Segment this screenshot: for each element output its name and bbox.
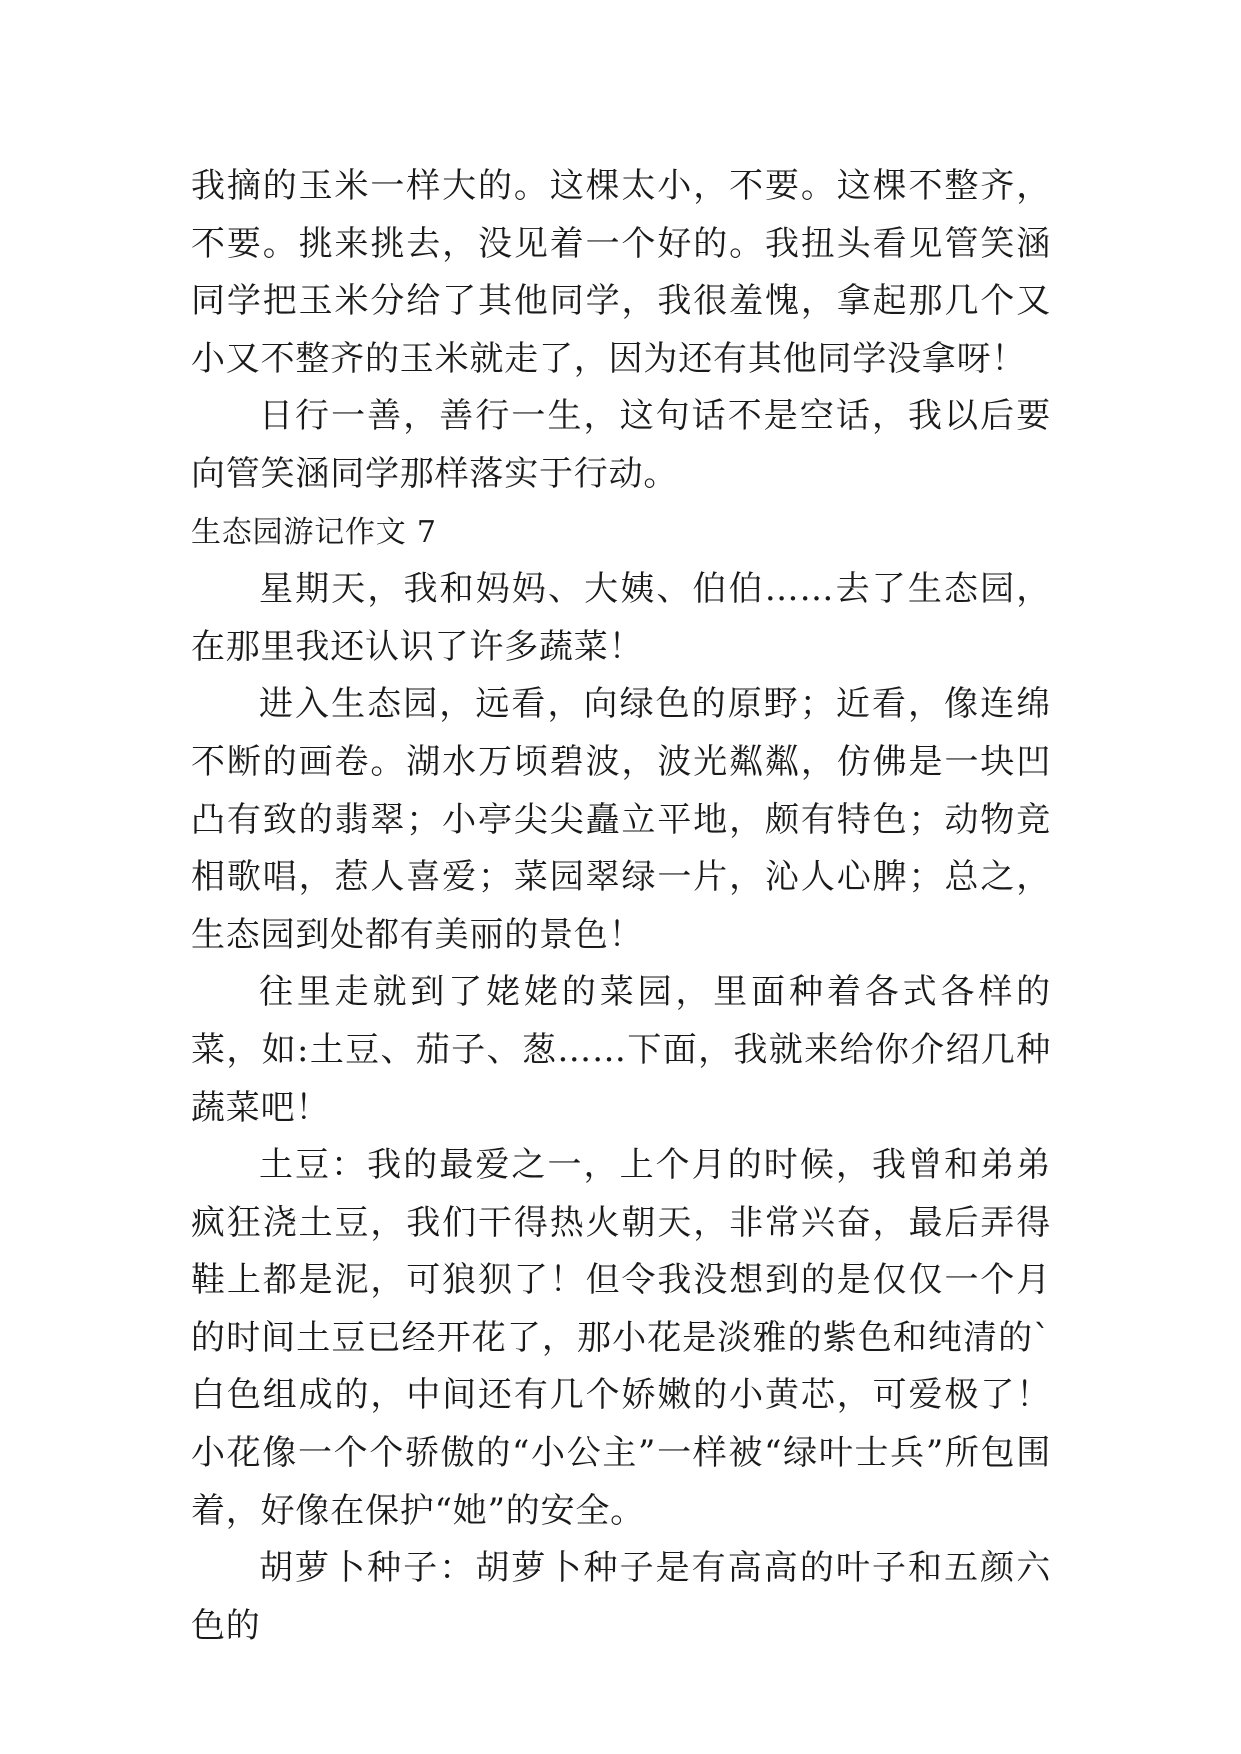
paragraph: 土豆：我的最爱之一，上个月的时候，我曾和弟弟疯狂浇土豆，我们干得热火朝天，非常兴奋，最后弄得鞋上都是泥，可狼狈了！但令我没想到的是仅仅一个月的时间土豆已经开花了，那小花是淡雅的紫色和纯清的`白色组成的，中间还有几个娇嫩的小黄芯，可爱极了！小花像一个个骄傲的“小公主”一样被“绿叶士兵”所包围着，好像在保护“她”的安全。 xyxy=(191,1145,1051,1531)
section-heading: 生态园游记作文 7 xyxy=(191,514,437,550)
paragraph: 往里走就到了姥姥的菜园，里面种着各式各样的菜，如:土豆、茄子、葱……下面，我就来给你介绍几种蔬菜吧！ xyxy=(191,972,1051,1128)
paragraph: 日行一善，善行一生，这句话不是空话，我以后要向管笑涵同学那样落实于行动。 xyxy=(191,396,1051,494)
paragraph: 进入生态园，远看，向绿色的原野；近看，像连绵不断的画卷。湖水万顷碧波，波光粼粼，仿佛是一块凹凸有致的翡翠；小亭尖尖矗立平地，颇有特色；动物竞相歌唱，惹人喜爱；菜园翠绿一片，沁人心脾；总之，生态园到处都有美丽的景色！ xyxy=(191,684,1051,955)
article-body xyxy=(191,158,1051,1655)
paragraph: 星期天，我和妈妈、大姨、伯伯……去了生态园，在那里我还认识了许多蔬菜！ xyxy=(191,569,1051,667)
paragraph: 我摘的玉米一样大的。这棵太小，不要。这棵不整齐，不要。挑来挑去，没见着一个好的。我扭头看见管笑涵同学把玉米分给了其他同学，我很羞愧，拿起那几个又小又不整齐的玉米就走了，因为还有其他同学没拿呀！ xyxy=(191,166,1051,379)
paragraph: 胡萝卜种子：胡萝卜种子是有高高的叶子和五颜六色的 xyxy=(191,1548,1051,1646)
